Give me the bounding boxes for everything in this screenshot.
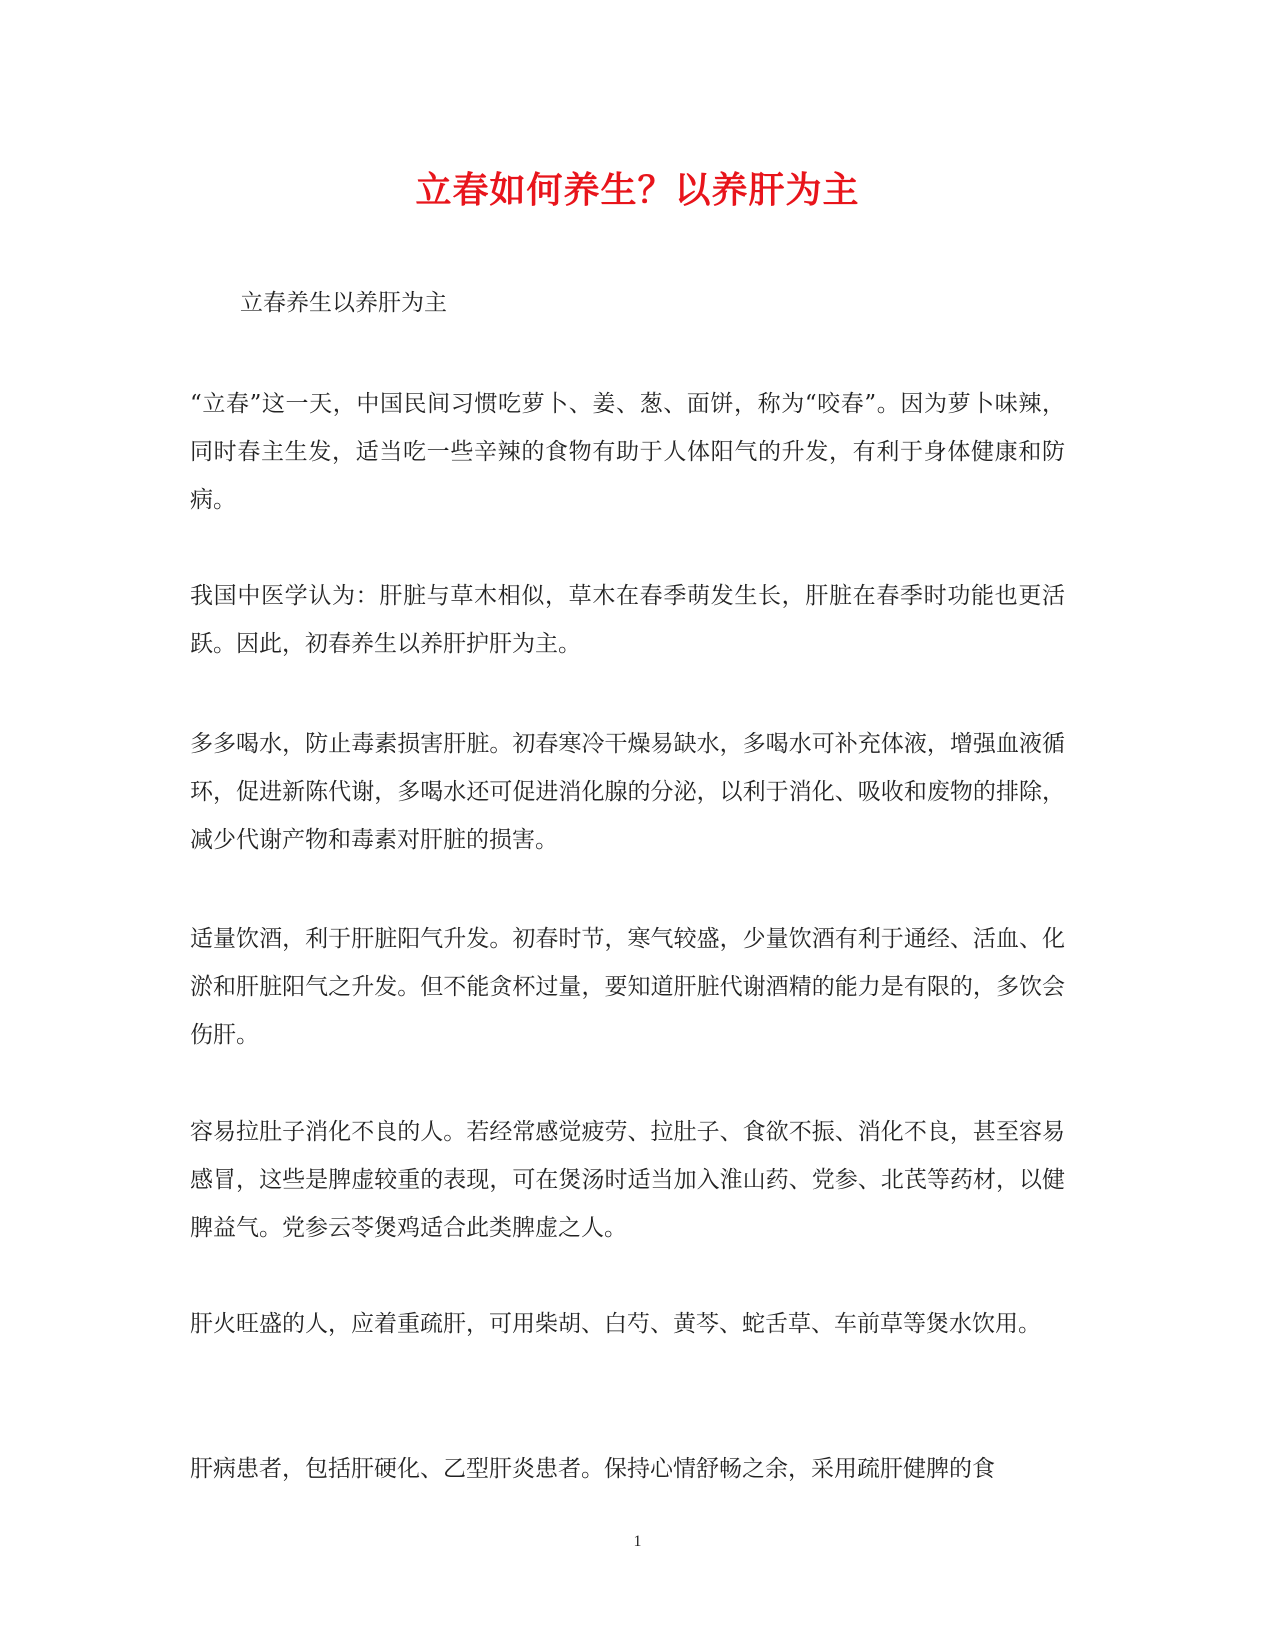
document-title: 立春如何养生？以养肝为主 [415, 169, 860, 211]
paragraph-5: 容易拉肚子消化不良的人。若经常感觉疲劳、拉肚子、食欲不振、消化不良，甚至容易感冒，这些是脾虚较重的表现，可在煲汤时适当加入淮山药、党参、北芪等药材，以健脾益气。党参云苓煲鸡适合此类脾虚之人。 [190, 1119, 1065, 1241]
paragraph-2: 我国中医学认为：肝脏与草木相似，草木在春季萌发生长，肝脏在春季时功能也更活跃。因此，初春养生以养肝护肝为主。 [190, 583, 1065, 657]
page-number: 1 [633, 1533, 642, 1550]
paragraph-7: 肝病患者，包括肝硬化、乙型肝炎患者。保持心情舒畅之余，采用疏肝健脾的食 [190, 1456, 995, 1482]
paragraph-1: “立春”这一天，中国民间习惯吃萝卜、姜、葱、面饼，称为“咬春”。因为萝卜味辣，同时春主生发，适当吃一些辛辣的食物有助于人体阳气的升发，有利于身体健康和防病。 [190, 391, 1065, 513]
paragraph-4: 适量饮酒，利于肝脏阳气升发。初春时节，寒气较盛，少量饮酒有利于通经、活血、化淤和肝脏阳气之升发。但不能贪杯过量，要知道肝脏代谢酒精的能力是有限的，多饮会伤肝。 [190, 926, 1065, 1048]
paragraph-6: 肝火旺盛的人，应着重疏肝，可用柴胡、白芍、黄芩、蛇舌草、车前草等煲水饮用。 [190, 1311, 1041, 1337]
section-subtitle: 立春养生以养肝为主 [240, 290, 447, 316]
paragraph-3: 多多喝水，防止毒素损害肝脏。初春寒冷干燥易缺水，多喝水可补充体液，增强血液循环，促进新陈代谢，多喝水还可促进消化腺的分泌，以利于消化、吸收和废物的排除，减少代谢产物和毒素对肝脏的损害。 [190, 731, 1065, 853]
